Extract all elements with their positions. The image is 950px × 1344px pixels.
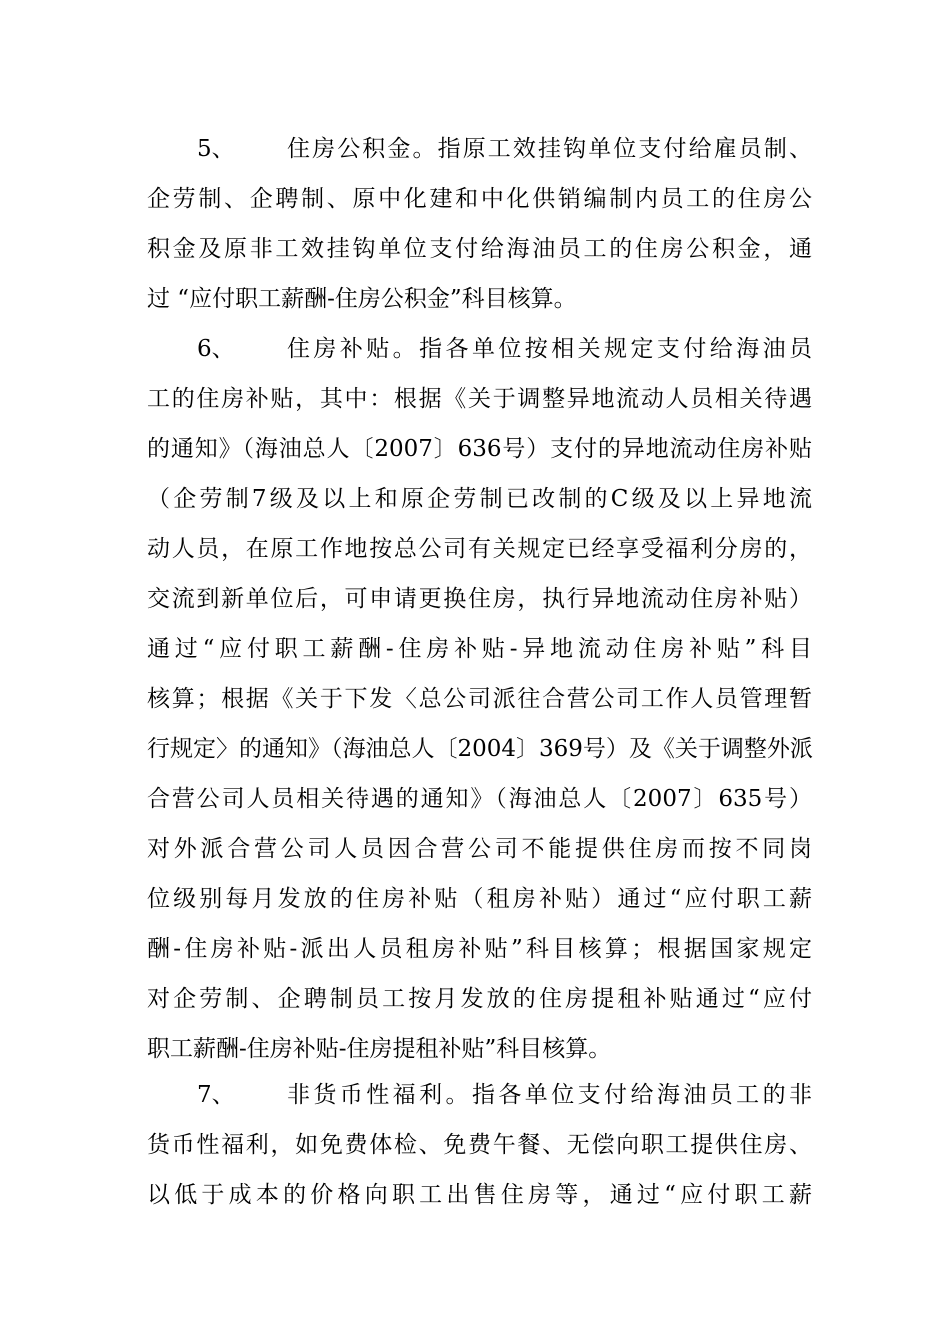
paragraph-line: 交流到新单位后，可申请更换住房，执行异地流动住房补贴） xyxy=(147,586,812,612)
paragraph-line: 货币性福利，如免费体检、免费午餐、无偿向职工提供住房、 xyxy=(147,1132,812,1158)
paragraph-line: 合营公司人员相关待遇的通知》（海油总人〔2007〕635号） xyxy=(147,786,812,812)
paragraph-line: 动人员，在原工作地按总公司有关规定已经享受福利分房的， xyxy=(147,536,812,562)
paragraph-line: 以低于成本的价格向职工出售住房等，通过“应付职工薪 xyxy=(147,1182,812,1208)
paragraph-line: 职工薪酬-住房补贴-住房提租补贴”科目核算。 xyxy=(147,1036,612,1062)
paragraph-line: 过 “应付职工薪酬-住房公积金”科目核算。 xyxy=(147,286,577,312)
line-text: 住房补贴。指各单位按相关规定支付给海油员 xyxy=(287,336,812,362)
paragraph-5 xyxy=(147,124,812,324)
paragraph-line: 工的住房补贴，其中：根据《关于调整异地流动人员相关待遇 xyxy=(147,386,812,412)
line-text: 非货币性福利。指各单位支付给海油员工的非 xyxy=(287,1082,812,1108)
paragraph-line: 位级别每月发放的住房补贴（租房补贴）通过“应付职工薪 xyxy=(147,886,812,912)
paragraph-6 xyxy=(147,324,812,1074)
paragraph-line: 通过“应付职工薪酬-住房补贴-异地流动住房补贴”科目 xyxy=(147,636,812,662)
paragraph-line: 行规定〉的通知》（海油总人〔2004〕369号）及《关于调整外派 xyxy=(147,736,813,762)
paragraph-number: 7、 xyxy=(197,1082,235,1108)
paragraph-line: 的通知》（海油总人〔2007〕636号）支付的异地流动住房补贴 xyxy=(147,436,812,462)
paragraph-line: 对外派合营公司人员因合营公司不能提供住房而按不同岗 xyxy=(147,836,812,862)
paragraph-line: 积金及原非工效挂钩单位支付给海油员工的住房公积金，通 xyxy=(147,236,812,262)
paragraph-7 xyxy=(147,1070,812,1220)
paragraph-number: 5、 xyxy=(197,136,235,162)
line-text: 住房公积金。指原工效挂钩单位支付给雇员制、 xyxy=(287,136,812,162)
paragraph-line: （企劳制7级及以上和原企劳制已改制的C级及以上异地流 xyxy=(147,486,812,512)
paragraph-line xyxy=(147,324,812,374)
paragraph-number: 6、 xyxy=(197,336,235,362)
paragraph-line: 企劳制、企聘制、原中化建和中化供销编制内员工的住房公 xyxy=(147,186,812,212)
paragraph-line xyxy=(147,124,812,174)
paragraph-line: 对企劳制、企聘制员工按月发放的住房提租补贴通过“应付 xyxy=(147,986,812,1012)
paragraph-line: 核算；根据《关于下发〈总公司派往合营公司工作人员管理暂 xyxy=(147,686,812,712)
paragraph-line xyxy=(147,1070,812,1120)
paragraph-line: 酬-住房补贴-派出人员租房补贴”科目核算；根据国家规定 xyxy=(147,936,812,962)
